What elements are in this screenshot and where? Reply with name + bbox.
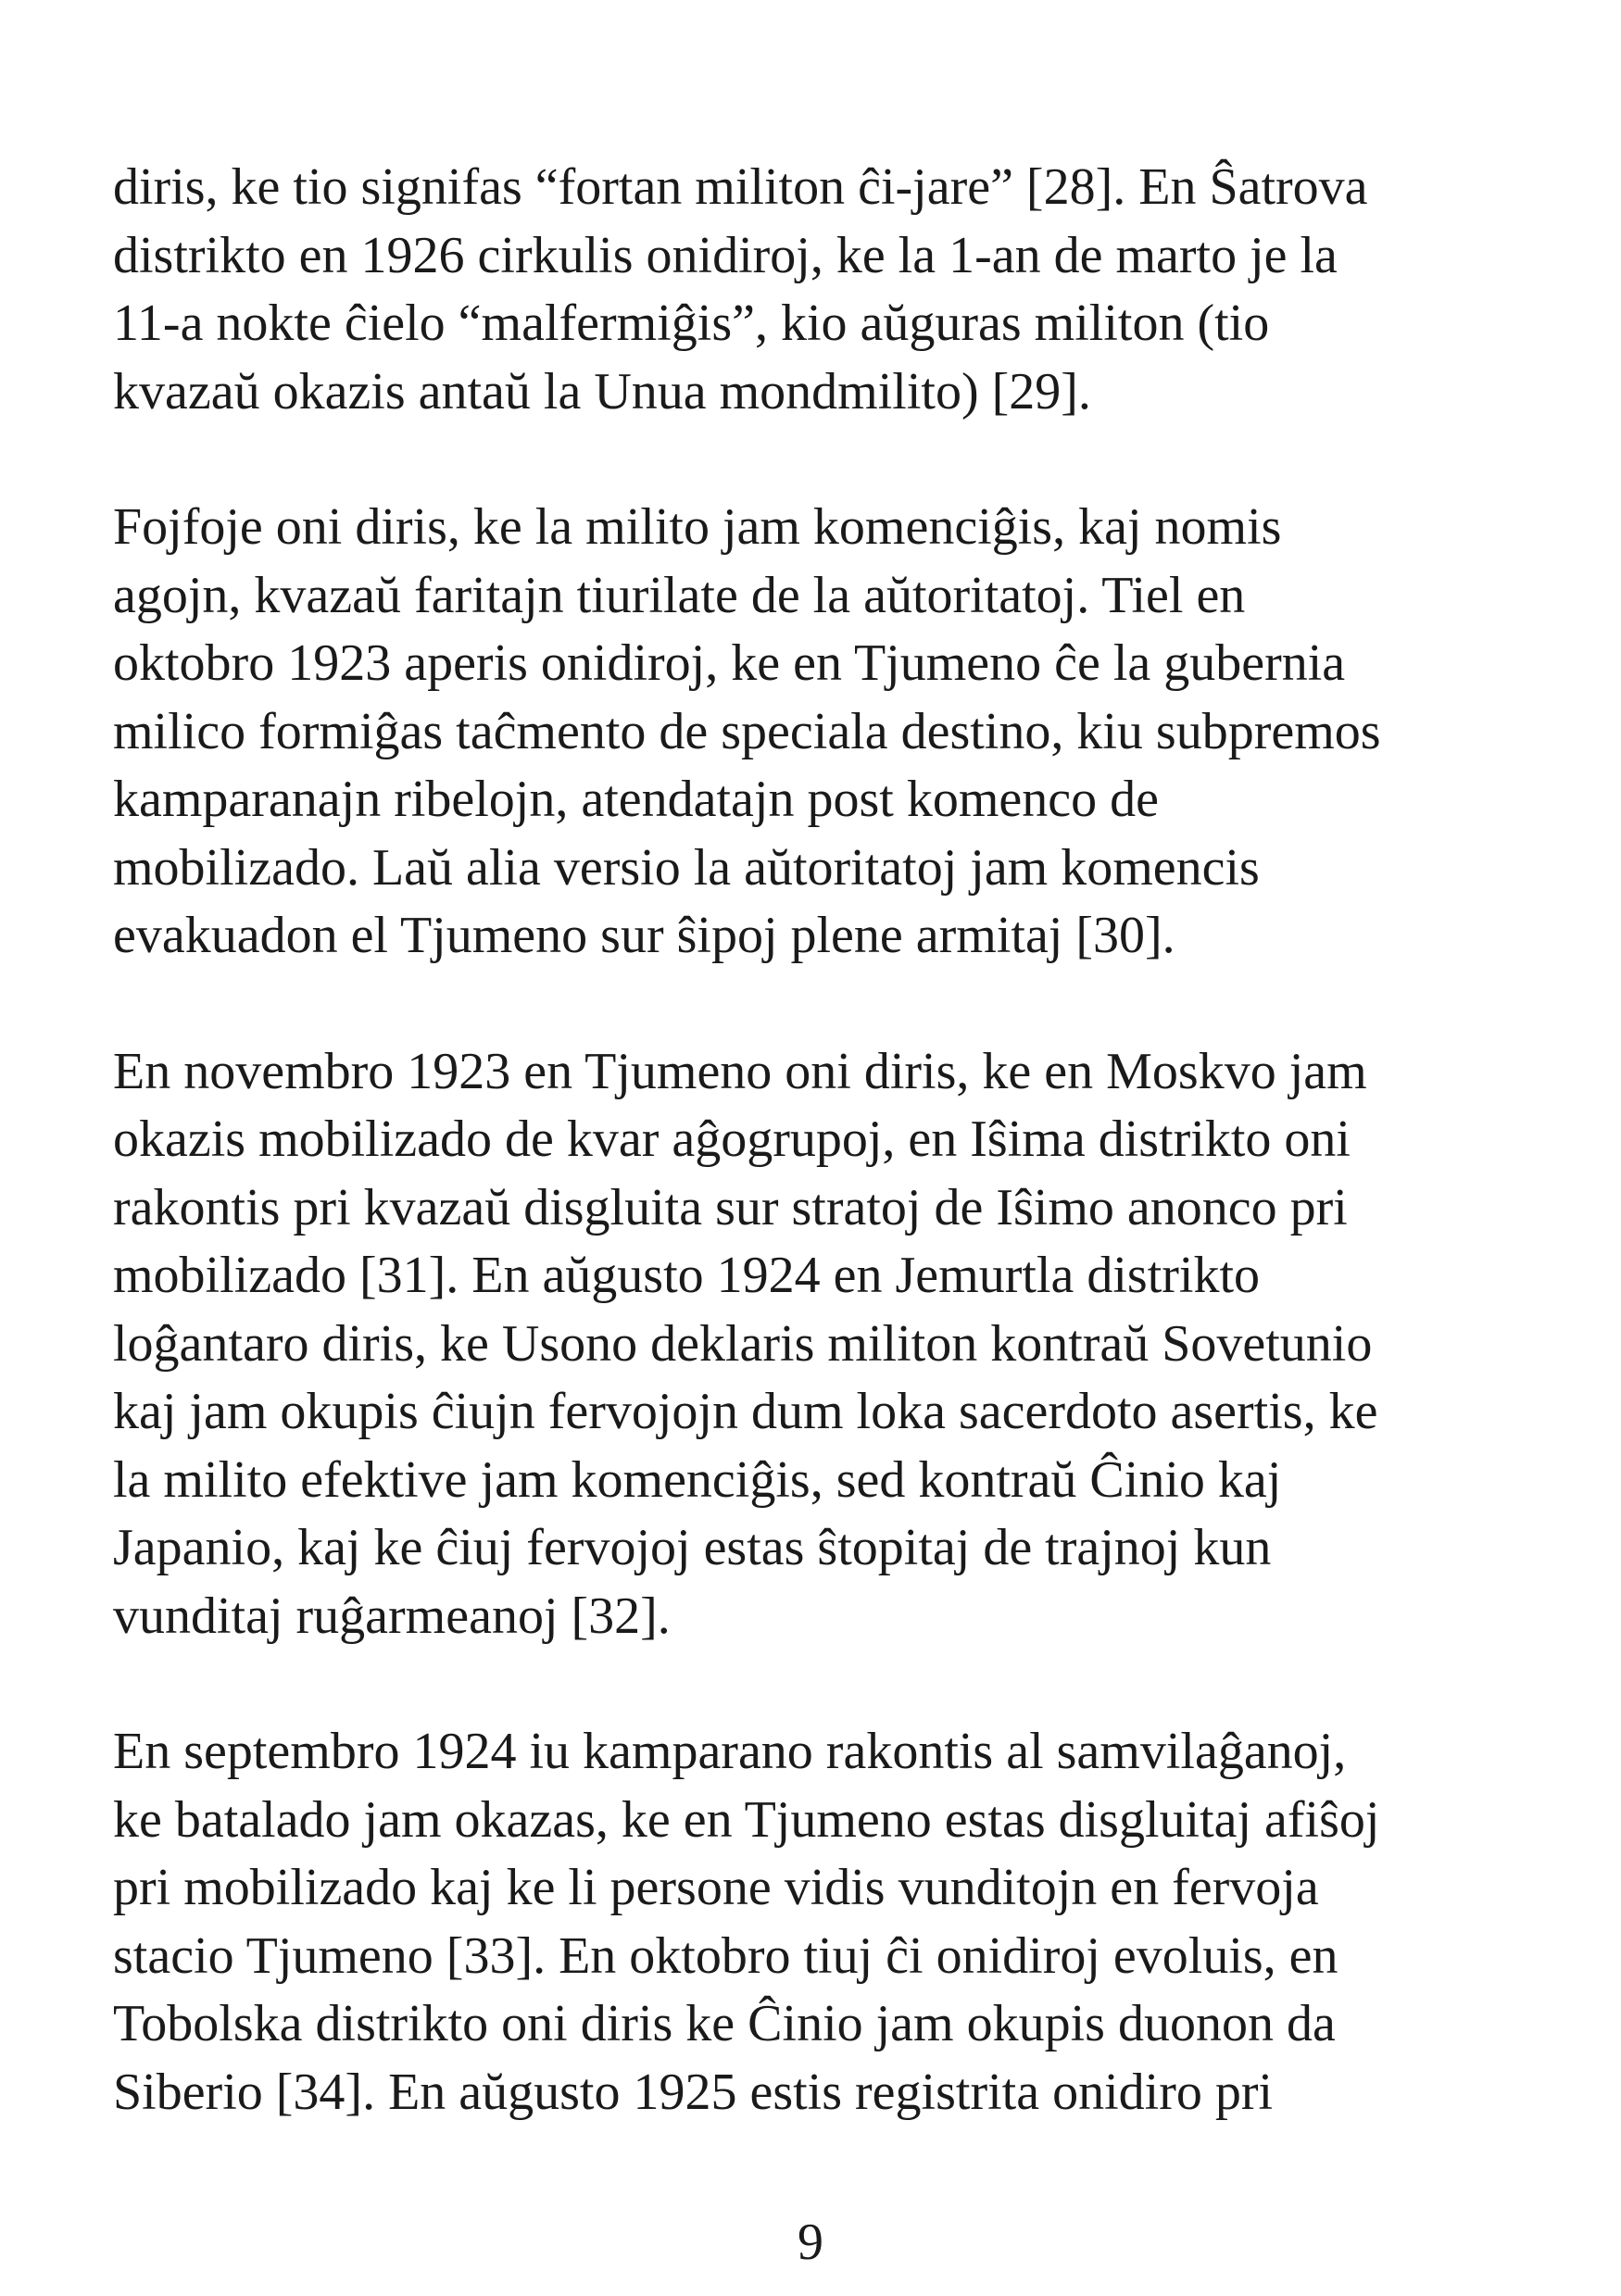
text-line: okazis mobilizado de kvar aĝogrupoj, en Iŝima distrikto oni xyxy=(113,1110,1351,1168)
text-line: Fojfoje oni diris, ke la milito jam komenciĝis, kaj nomis xyxy=(113,498,1282,556)
text-line: 11-a nokte ĉielo “malfermiĝis”, kio aŭguras militon (tio xyxy=(113,295,1270,352)
text-line: mobilizado. Laŭ alia versio la aŭtoritatoj jam komencis xyxy=(113,838,1260,897)
paragraph-4 xyxy=(113,1718,1521,2127)
text-line: kvazaŭ okazis antaŭ la Unua mondmilito) [29]. xyxy=(113,362,1091,420)
text-line: agojn, kvazaŭ faritajn tiurilate de la aŭtoritatoj. Tiel en xyxy=(113,566,1246,624)
text-line: pri mobilizado kaj ke li persone vidis vunditojn en fervoja xyxy=(113,1859,1319,1916)
text-line: Tobolska distrikto oni diris ke Ĉinio jam okupis duonon da xyxy=(113,1995,1336,2052)
text-line: rakontis pri kvazaŭ disgluita sur stratoj de Iŝimo anonco pri xyxy=(113,1178,1348,1236)
text-line: ke batalado jam okazas, ke en Tjumeno estas disgluitaj afiŝoj xyxy=(113,1790,1380,1849)
text-line: milico formiĝas taĉmento de speciala destino, kiu subpremos xyxy=(113,702,1381,760)
body-text xyxy=(113,154,1521,2194)
text-line: En novembro 1923 en Tjumeno oni diris, ke en Moskvo jam xyxy=(113,1042,1367,1100)
text-line: mobilizado [31]. En aŭgusto 1924 en Jemurtla distrikto xyxy=(113,1247,1261,1304)
text-line: kamparanajn ribelojn, atendatajn post komenco de xyxy=(113,771,1159,828)
paragraph-2 xyxy=(113,494,1521,971)
text-line: la milito efektive jam komenciĝis, sed kontraŭ Ĉinio kaj xyxy=(113,1450,1282,1509)
page-number: 9 xyxy=(798,2214,823,2271)
paragraph-1 xyxy=(113,154,1521,426)
text-line: oktobro 1923 aperis onidiroj, ke en Tjumeno ĉe la gubernia xyxy=(113,634,1346,692)
text-line: vunditaj ruĝarmeanoj [32]. xyxy=(113,1587,671,1645)
text-line: Siberio [34]. En aŭgusto 1925 estis registrita onidiro pri xyxy=(113,2063,1274,2121)
text-line: En septembro 1924 iu kamparano rakontis al samvilaĝanoj, xyxy=(113,1723,1347,1780)
text-line: stacio Tjumeno [33]. En oktobro tiuj ĉi onidiroj evoluis, en xyxy=(113,1926,1338,1985)
text-line: evakuadon el Tjumeno sur ŝipoj plene armitaj [30]. xyxy=(113,907,1175,964)
text-line: loĝantaro diris, ke Usono deklaris militon kontraŭ Sovetunio xyxy=(113,1314,1373,1373)
text-line: diris, ke tio signifas “fortan militon ĉi-jare” [28]. En Ŝatrova xyxy=(113,158,1368,216)
text-line: kaj jam okupis ĉiujn fervojojn dum loka sacerdoto asertis, ke xyxy=(113,1383,1378,1440)
text-line: distrikto en 1926 cirkulis onidiroj, ke la 1-an de marto je la xyxy=(113,226,1338,284)
paragraph-3 xyxy=(113,1038,1521,1651)
text-line: Japanio, kaj ke ĉiuj fervojoj estas ŝtopitaj de trajnoj kun xyxy=(113,1519,1272,1576)
